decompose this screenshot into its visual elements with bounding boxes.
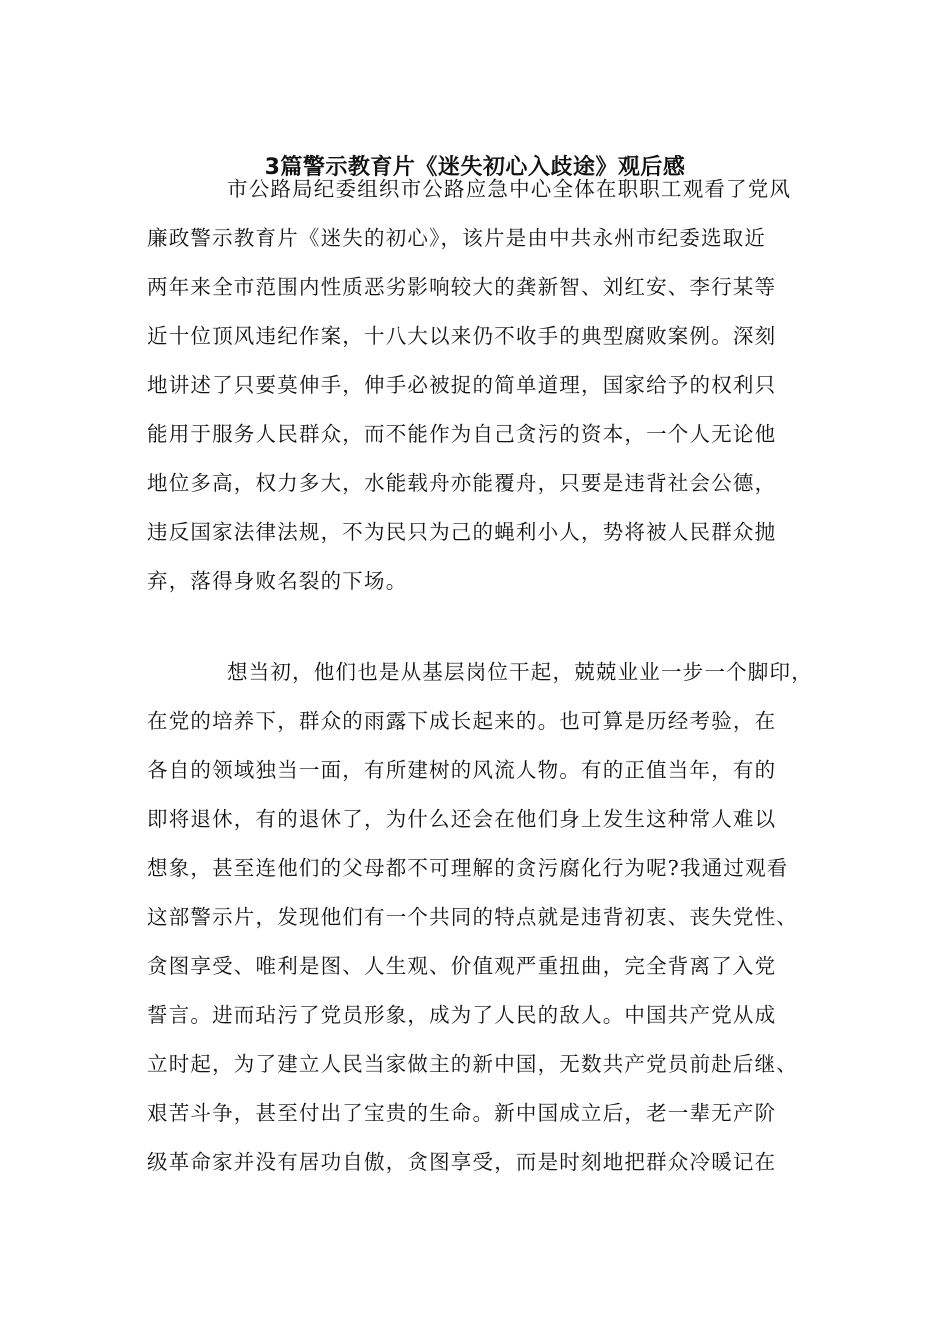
paragraph: [147, 165, 812, 606]
paragraph-line: 地讲述了只要莫伸手，伸手必被捉的简单道理，国家给予的权利只: [147, 373, 777, 397]
paragraph-line: 在党的培养下，群众的雨露下成长起来的。也可算是历经考验，在: [147, 709, 777, 733]
paragraph-line: 级革命家并没有居功自傲，贪图享受，而是时刻地把群众冷暖记在: [147, 1150, 777, 1174]
paragraph-line: 地位多高，权力多大，水能载舟亦能覆舟，只要是违背社会公德，: [147, 471, 777, 495]
paragraph-line: 即将退休，有的退休了，为什么还会在他们身上发生这种常人难以: [147, 807, 777, 831]
paragraph: [147, 648, 812, 1187]
paragraph-line: 想当初，他们也是从基层岗位干起，兢兢业业一步一个脚印，: [227, 660, 813, 684]
paragraph-line: 两年来全市范围内性质恶劣影响较大的龚新智、刘红安、李行某等: [147, 275, 777, 299]
paragraph-line: 立时起，为了建立人民当家做主的新中国，无数共产党员前赴后继、: [147, 1052, 798, 1076]
paragraph-line: 廉政警示教育片《迷失的初心》，该片是由中共永州市纪委选取近: [147, 226, 767, 250]
paragraph-line: 艰苦斗争，甚至付出了宝贵的生命。新中国成立后，老一辈无产阶: [147, 1101, 777, 1125]
paragraph-line: 各自的领域独当一面，有所建树的风流人物。有的正值当年，有的: [147, 758, 777, 782]
paragraph-line: 弃，落得身败名裂的下场。: [147, 569, 408, 593]
paragraph-line: 违反国家法律法规，不为民只为己的蝇利小人，势将被人民群众抛: [147, 520, 777, 544]
paragraph-line: 近十位顶风违纪作案，十八大以来仍不收手的典型腐败案例。深刻: [147, 324, 777, 348]
paragraph-line: 这部警示片，发现他们有一个共同的特点就是违背初衷、丧失党性、: [147, 905, 798, 929]
paragraph-line: 能用于服务人民群众，而不能作为自己贪污的资本，一个人无论他: [147, 422, 777, 446]
paragraph-line: 市公路局纪委组织市公路应急中心全体在职职工观看了党风: [227, 177, 792, 201]
paragraph-line: 贪图享受、唯利是图、人生观、价值观严重扭曲，完全背离了入党: [147, 954, 777, 978]
paragraph-line: 誓言。进而玷污了党员形象，成为了人民的敌人。中国共产党从成: [147, 1003, 777, 1027]
paragraph-line: 想象，甚至连他们的父母都不可理解的贪污腐化行为呢?我通过观看: [147, 856, 789, 880]
document-title: 3篇警示教育片《迷失初心入歧途》观后感: [264, 155, 686, 180]
